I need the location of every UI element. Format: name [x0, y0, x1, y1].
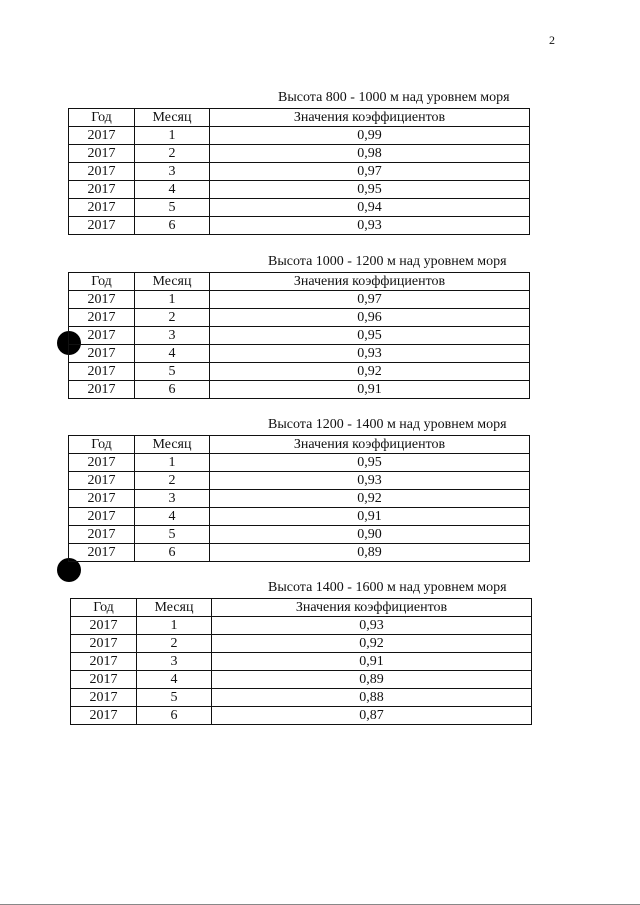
cell-year: 2017	[69, 145, 135, 163]
cell-year: 2017	[69, 508, 135, 526]
cell-value: 0,96	[210, 309, 530, 327]
table-row	[69, 490, 530, 508]
cell-year: 2017	[71, 689, 137, 707]
cell-year: 2017	[69, 309, 135, 327]
cell-value: 0,99	[210, 127, 530, 145]
cell-year: 2017	[69, 363, 135, 381]
cell-year: 2017	[71, 617, 137, 635]
table-row	[69, 544, 530, 562]
header-year: Год	[71, 599, 137, 617]
header-month: Месяц	[135, 436, 210, 454]
header-year: Год	[69, 273, 135, 291]
table-row	[69, 291, 530, 309]
caption-altitude-1200-1400: Высота 1200 - 1400 м над уровнем моря	[268, 417, 507, 432]
cell-value: 0,92	[212, 635, 532, 653]
table-row	[69, 181, 530, 199]
cell-month: 4	[137, 671, 212, 689]
cell-value: 0,91	[210, 508, 530, 526]
table-row	[69, 526, 530, 544]
cell-year: 2017	[69, 199, 135, 217]
table-row	[71, 653, 532, 671]
table-row	[71, 635, 532, 653]
cell-value: 0,89	[210, 544, 530, 562]
coefficient-table	[68, 108, 530, 235]
cell-value: 0,93	[212, 617, 532, 635]
cell-value: 0,90	[210, 526, 530, 544]
cell-month: 6	[137, 707, 212, 725]
cell-year: 2017	[71, 635, 137, 653]
cell-month: 3	[137, 653, 212, 671]
cell-value: 0,92	[210, 363, 530, 381]
cell-year: 2017	[69, 181, 135, 199]
header-value: Значения коэффициентов	[210, 109, 530, 127]
cell-value: 0,91	[210, 381, 530, 399]
cell-year: 2017	[69, 217, 135, 235]
cell-year: 2017	[69, 163, 135, 181]
cell-value: 0,93	[210, 345, 530, 363]
table-row	[69, 199, 530, 217]
cell-month: 4	[135, 181, 210, 199]
page-number: 2	[549, 33, 555, 47]
header-value: Значения коэффициентов	[212, 599, 532, 617]
cell-value: 0,92	[210, 490, 530, 508]
coefficient-table	[68, 272, 530, 399]
cell-year: 2017	[69, 291, 135, 309]
cell-month: 3	[135, 163, 210, 181]
cell-month: 1	[135, 127, 210, 145]
cell-value: 0,97	[210, 291, 530, 309]
table-row	[69, 145, 530, 163]
cell-value: 0,93	[210, 217, 530, 235]
cell-month: 2	[135, 472, 210, 490]
table-row	[71, 617, 532, 635]
cell-month: 2	[137, 635, 212, 653]
cell-value: 0,91	[212, 653, 532, 671]
header-month: Месяц	[135, 109, 210, 127]
cell-value: 0,97	[210, 163, 530, 181]
header-month: Месяц	[135, 273, 210, 291]
cell-year: 2017	[69, 345, 135, 363]
cell-value: 0,94	[210, 199, 530, 217]
cell-value: 0,87	[212, 707, 532, 725]
cell-year: 2017	[71, 671, 137, 689]
cell-month: 3	[135, 327, 210, 345]
cell-month: 1	[137, 617, 212, 635]
table-header-row	[69, 273, 530, 291]
cell-year: 2017	[69, 454, 135, 472]
header-year: Год	[69, 109, 135, 127]
cell-value: 0,93	[210, 472, 530, 490]
table-row	[71, 689, 532, 707]
cell-value: 0,95	[210, 327, 530, 345]
table-header-row	[69, 109, 530, 127]
header-value: Значения коэффициентов	[210, 273, 530, 291]
cell-month: 4	[135, 345, 210, 363]
cell-month: 3	[135, 490, 210, 508]
cell-month: 5	[135, 199, 210, 217]
table-row	[69, 363, 530, 381]
table-row	[69, 381, 530, 399]
cell-year: 2017	[69, 127, 135, 145]
cell-year: 2017	[71, 707, 137, 725]
cell-value: 0,98	[210, 145, 530, 163]
cell-year: 2017	[69, 472, 135, 490]
cell-month: 6	[135, 217, 210, 235]
table-header-row	[71, 599, 532, 617]
cell-month: 1	[135, 291, 210, 309]
cell-year: 2017	[71, 653, 137, 671]
cell-month: 4	[135, 508, 210, 526]
cell-year: 2017	[69, 327, 135, 345]
coefficient-table	[70, 598, 532, 725]
header-year: Год	[69, 436, 135, 454]
cell-value: 0,88	[212, 689, 532, 707]
cell-year: 2017	[69, 526, 135, 544]
cell-month: 2	[135, 309, 210, 327]
cell-month: 5	[135, 363, 210, 381]
cell-month: 5	[137, 689, 212, 707]
table-row	[69, 163, 530, 181]
table-row	[69, 309, 530, 327]
table-header-row	[69, 436, 530, 454]
table-row	[69, 217, 530, 235]
cell-year: 2017	[69, 381, 135, 399]
table-row	[69, 508, 530, 526]
caption-altitude-1400-1600: Высота 1400 - 1600 м над уровнем моря	[268, 580, 507, 595]
cell-value: 0,95	[210, 454, 530, 472]
table-row	[69, 345, 530, 363]
table-row	[69, 127, 530, 145]
header-value: Значения коэффициентов	[210, 436, 530, 454]
table-row	[69, 327, 530, 345]
cell-month: 5	[135, 526, 210, 544]
cell-month: 6	[135, 544, 210, 562]
table-row	[71, 707, 532, 725]
table-row	[69, 454, 530, 472]
cell-value: 0,89	[212, 671, 532, 689]
cell-month: 1	[135, 454, 210, 472]
cell-year: 2017	[69, 544, 135, 562]
caption-altitude-800-1000: Высота 800 - 1000 м над уровнем моря	[278, 90, 510, 105]
coefficient-table	[68, 435, 530, 562]
cell-year: 2017	[69, 490, 135, 508]
cell-month: 6	[135, 381, 210, 399]
cell-value: 0,95	[210, 181, 530, 199]
caption-altitude-1000-1200: Высота 1000 - 1200 м над уровнем моря	[268, 254, 507, 269]
header-month: Месяц	[137, 599, 212, 617]
table-row	[71, 671, 532, 689]
cell-month: 2	[135, 145, 210, 163]
table-row	[69, 472, 530, 490]
